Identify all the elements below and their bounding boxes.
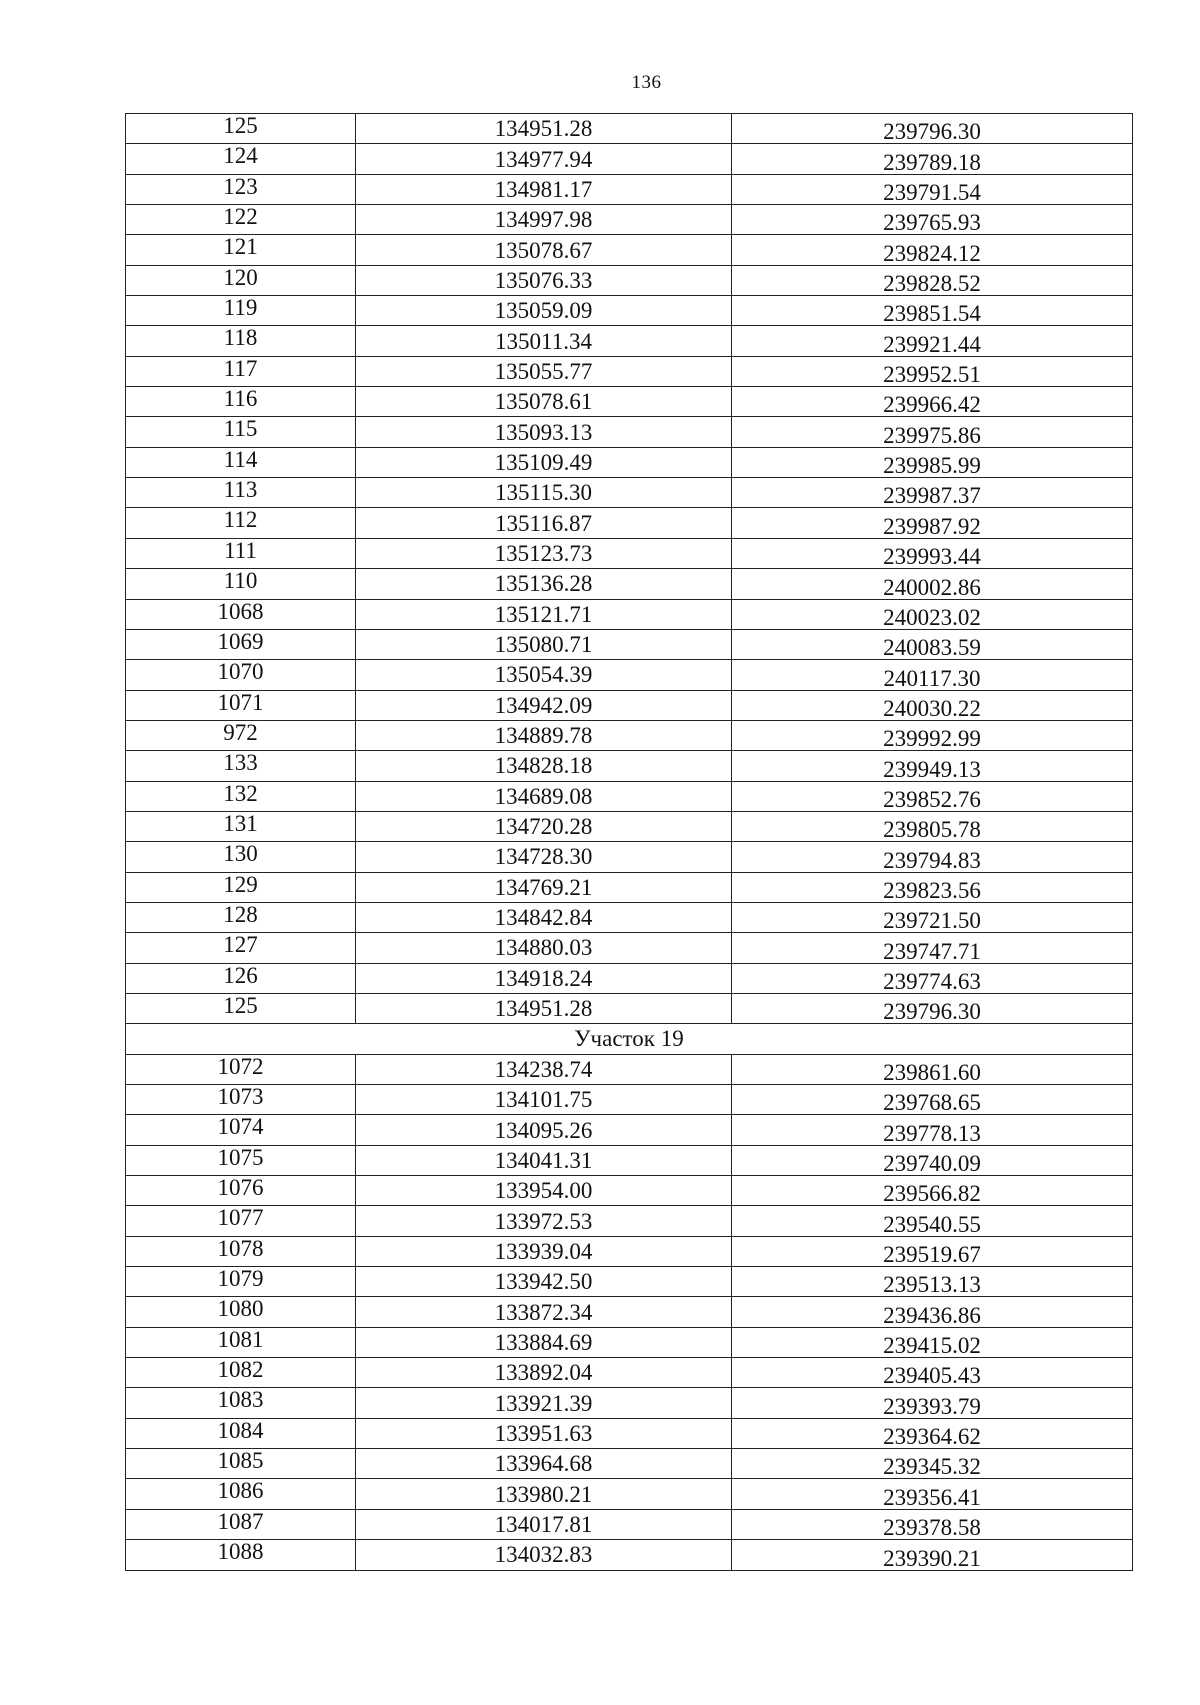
y-coordinate-cell: 239778.13 bbox=[732, 1115, 1133, 1145]
x-coordinate-cell: 134942.09 bbox=[356, 690, 732, 720]
x-coordinate-cell: 133884.69 bbox=[356, 1327, 732, 1357]
x-coordinate-cell: 133921.39 bbox=[356, 1388, 732, 1418]
point-number-cell: 118 bbox=[126, 326, 356, 356]
y-coordinate-cell: 240030.22 bbox=[732, 690, 1133, 720]
x-coordinate-cell: 134828.18 bbox=[356, 751, 732, 781]
point-number-cell: 125 bbox=[126, 114, 356, 144]
point-number-cell: 128 bbox=[126, 902, 356, 932]
y-coordinate-cell: 239415.02 bbox=[732, 1327, 1133, 1357]
table-row bbox=[126, 1236, 1133, 1266]
point-number-cell: 111 bbox=[126, 538, 356, 568]
point-number-cell: 120 bbox=[126, 265, 356, 295]
y-coordinate-cell: 239828.52 bbox=[732, 265, 1133, 295]
x-coordinate-cell: 135115.30 bbox=[356, 478, 732, 508]
table-row bbox=[126, 1206, 1133, 1236]
coordinates-table bbox=[125, 113, 1133, 1571]
y-coordinate-cell: 240117.30 bbox=[732, 660, 1133, 690]
point-number-cell: 1071 bbox=[126, 690, 356, 720]
x-coordinate-cell: 133972.53 bbox=[356, 1206, 732, 1236]
point-number-cell: 116 bbox=[126, 387, 356, 417]
x-coordinate-cell: 134017.81 bbox=[356, 1509, 732, 1539]
table-row bbox=[126, 538, 1133, 568]
x-coordinate-cell: 134238.74 bbox=[356, 1054, 732, 1084]
x-coordinate-cell: 134951.28 bbox=[356, 114, 732, 144]
x-coordinate-cell: 135136.28 bbox=[356, 569, 732, 599]
point-number-cell: 115 bbox=[126, 417, 356, 447]
table-row bbox=[126, 842, 1133, 872]
table-row bbox=[126, 144, 1133, 174]
point-number-cell: 1080 bbox=[126, 1297, 356, 1327]
point-number-cell: 129 bbox=[126, 872, 356, 902]
y-coordinate-cell: 239356.41 bbox=[732, 1479, 1133, 1509]
point-number-cell: 1075 bbox=[126, 1145, 356, 1175]
x-coordinate-cell: 134032.83 bbox=[356, 1540, 732, 1570]
table-row bbox=[126, 174, 1133, 204]
y-coordinate-cell: 239921.44 bbox=[732, 326, 1133, 356]
point-number-cell: 1068 bbox=[126, 599, 356, 629]
point-number-cell: 126 bbox=[126, 963, 356, 993]
table-row bbox=[126, 720, 1133, 750]
y-coordinate-cell: 239823.56 bbox=[732, 872, 1133, 902]
table-row bbox=[126, 1297, 1133, 1327]
x-coordinate-cell: 135123.73 bbox=[356, 538, 732, 568]
table-row bbox=[126, 1540, 1133, 1570]
y-coordinate-cell: 239861.60 bbox=[732, 1054, 1133, 1084]
y-coordinate-cell: 239952.51 bbox=[732, 356, 1133, 386]
coordinates-table-body bbox=[126, 114, 1133, 1571]
x-coordinate-cell: 135093.13 bbox=[356, 417, 732, 447]
y-coordinate-cell: 239985.99 bbox=[732, 447, 1133, 477]
y-coordinate-cell: 239852.76 bbox=[732, 781, 1133, 811]
point-number-cell: 122 bbox=[126, 205, 356, 235]
y-coordinate-cell: 239824.12 bbox=[732, 235, 1133, 265]
y-coordinate-cell: 239540.55 bbox=[732, 1206, 1133, 1236]
point-number-cell: 131 bbox=[126, 811, 356, 841]
x-coordinate-cell: 135055.77 bbox=[356, 356, 732, 386]
y-coordinate-cell: 239378.58 bbox=[732, 1509, 1133, 1539]
table-row bbox=[126, 508, 1133, 538]
point-number-cell: 123 bbox=[126, 174, 356, 204]
x-coordinate-cell: 134951.28 bbox=[356, 993, 732, 1023]
y-coordinate-cell: 239765.93 bbox=[732, 205, 1133, 235]
x-coordinate-cell: 134918.24 bbox=[356, 963, 732, 993]
y-coordinate-cell: 239436.86 bbox=[732, 1297, 1133, 1327]
x-coordinate-cell: 135059.09 bbox=[356, 296, 732, 326]
y-coordinate-cell: 239791.54 bbox=[732, 174, 1133, 204]
x-coordinate-cell: 133892.04 bbox=[356, 1358, 732, 1388]
table-row bbox=[126, 1449, 1133, 1479]
table-row bbox=[126, 872, 1133, 902]
table-row bbox=[126, 1479, 1133, 1509]
x-coordinate-cell: 134689.08 bbox=[356, 781, 732, 811]
point-number-cell: 119 bbox=[126, 296, 356, 326]
y-coordinate-cell: 239747.71 bbox=[732, 933, 1133, 963]
point-number-cell: 112 bbox=[126, 508, 356, 538]
table-row bbox=[126, 1145, 1133, 1175]
point-number-cell: 117 bbox=[126, 356, 356, 386]
table-row bbox=[126, 660, 1133, 690]
table-row bbox=[126, 1115, 1133, 1145]
x-coordinate-cell: 133942.50 bbox=[356, 1267, 732, 1297]
table-row bbox=[126, 993, 1133, 1023]
table-row bbox=[126, 1054, 1133, 1084]
point-number-cell: 1077 bbox=[126, 1206, 356, 1236]
x-coordinate-cell: 135116.87 bbox=[356, 508, 732, 538]
point-number-cell: 110 bbox=[126, 569, 356, 599]
table-row bbox=[126, 326, 1133, 356]
table-row bbox=[126, 1327, 1133, 1357]
section-row bbox=[126, 1024, 1133, 1054]
x-coordinate-cell: 134889.78 bbox=[356, 720, 732, 750]
x-coordinate-cell: 134095.26 bbox=[356, 1115, 732, 1145]
point-number-cell: 1087 bbox=[126, 1509, 356, 1539]
table-row bbox=[126, 751, 1133, 781]
x-coordinate-cell: 134720.28 bbox=[356, 811, 732, 841]
table-row bbox=[126, 356, 1133, 386]
y-coordinate-cell: 239987.92 bbox=[732, 508, 1133, 538]
point-number-cell: 1085 bbox=[126, 1449, 356, 1479]
point-number-cell: 124 bbox=[126, 144, 356, 174]
x-coordinate-cell: 133964.68 bbox=[356, 1449, 732, 1479]
point-number-cell: 1079 bbox=[126, 1267, 356, 1297]
point-number-cell: 114 bbox=[126, 447, 356, 477]
y-coordinate-cell: 239390.21 bbox=[732, 1540, 1133, 1570]
x-coordinate-cell: 133951.63 bbox=[356, 1418, 732, 1448]
y-coordinate-cell: 239992.99 bbox=[732, 720, 1133, 750]
table-row bbox=[126, 1085, 1133, 1115]
y-coordinate-cell: 239966.42 bbox=[732, 387, 1133, 417]
point-number-cell: 133 bbox=[126, 751, 356, 781]
point-number-cell: 1086 bbox=[126, 1479, 356, 1509]
x-coordinate-cell: 134981.17 bbox=[356, 174, 732, 204]
x-coordinate-cell: 134997.98 bbox=[356, 205, 732, 235]
y-coordinate-cell: 240023.02 bbox=[732, 599, 1133, 629]
table-row bbox=[126, 1267, 1133, 1297]
y-coordinate-cell: 239796.30 bbox=[732, 114, 1133, 144]
point-number-cell: 121 bbox=[126, 235, 356, 265]
table-row bbox=[126, 1358, 1133, 1388]
x-coordinate-cell: 134041.31 bbox=[356, 1145, 732, 1175]
point-number-cell: 125 bbox=[126, 993, 356, 1023]
table-row bbox=[126, 417, 1133, 447]
y-coordinate-cell: 239975.86 bbox=[732, 417, 1133, 447]
y-coordinate-cell: 240083.59 bbox=[732, 629, 1133, 659]
table-row bbox=[126, 114, 1133, 144]
table-row bbox=[126, 933, 1133, 963]
y-coordinate-cell: 239345.32 bbox=[732, 1449, 1133, 1479]
y-coordinate-cell: 239768.65 bbox=[732, 1085, 1133, 1115]
x-coordinate-cell: 135076.33 bbox=[356, 265, 732, 295]
x-coordinate-cell: 134842.84 bbox=[356, 902, 732, 932]
table-row bbox=[126, 1388, 1133, 1418]
table-row bbox=[126, 235, 1133, 265]
table-row bbox=[126, 478, 1133, 508]
y-coordinate-cell: 239364.62 bbox=[732, 1418, 1133, 1448]
point-number-cell: 1084 bbox=[126, 1418, 356, 1448]
point-number-cell: 1081 bbox=[126, 1327, 356, 1357]
table-row bbox=[126, 205, 1133, 235]
point-number-cell: 972 bbox=[126, 720, 356, 750]
x-coordinate-cell: 134101.75 bbox=[356, 1085, 732, 1115]
table-row bbox=[126, 963, 1133, 993]
table-row bbox=[126, 265, 1133, 295]
point-number-cell: 113 bbox=[126, 478, 356, 508]
x-coordinate-cell: 135011.34 bbox=[356, 326, 732, 356]
x-coordinate-cell: 135078.67 bbox=[356, 235, 732, 265]
point-number-cell: 130 bbox=[126, 842, 356, 872]
y-coordinate-cell: 239405.43 bbox=[732, 1358, 1133, 1388]
point-number-cell: 1070 bbox=[126, 660, 356, 690]
y-coordinate-cell: 239393.79 bbox=[732, 1388, 1133, 1418]
table-row bbox=[126, 811, 1133, 841]
y-coordinate-cell: 240002.86 bbox=[732, 569, 1133, 599]
x-coordinate-cell: 134880.03 bbox=[356, 933, 732, 963]
x-coordinate-cell: 133939.04 bbox=[356, 1236, 732, 1266]
x-coordinate-cell: 134977.94 bbox=[356, 144, 732, 174]
x-coordinate-cell: 135121.71 bbox=[356, 599, 732, 629]
table-row bbox=[126, 1509, 1133, 1539]
y-coordinate-cell: 239851.54 bbox=[732, 296, 1133, 326]
table-row bbox=[126, 629, 1133, 659]
y-coordinate-cell: 239789.18 bbox=[732, 144, 1133, 174]
table-row bbox=[126, 781, 1133, 811]
y-coordinate-cell: 239774.63 bbox=[732, 963, 1133, 993]
point-number-cell: 1076 bbox=[126, 1176, 356, 1206]
x-coordinate-cell: 135109.49 bbox=[356, 447, 732, 477]
y-coordinate-cell: 239805.78 bbox=[732, 811, 1133, 841]
y-coordinate-cell: 239987.37 bbox=[732, 478, 1133, 508]
y-coordinate-cell: 239949.13 bbox=[732, 751, 1133, 781]
y-coordinate-cell: 239794.83 bbox=[732, 842, 1133, 872]
y-coordinate-cell: 239519.67 bbox=[732, 1236, 1133, 1266]
point-number-cell: 1072 bbox=[126, 1054, 356, 1084]
y-coordinate-cell: 239566.82 bbox=[732, 1176, 1133, 1206]
table-row bbox=[126, 447, 1133, 477]
x-coordinate-cell: 135078.61 bbox=[356, 387, 732, 417]
table-row bbox=[126, 599, 1133, 629]
x-coordinate-cell: 133980.21 bbox=[356, 1479, 732, 1509]
section-label: Участок 19 bbox=[126, 1024, 1133, 1054]
point-number-cell: 1083 bbox=[126, 1388, 356, 1418]
x-coordinate-cell: 135054.39 bbox=[356, 660, 732, 690]
x-coordinate-cell: 134769.21 bbox=[356, 872, 732, 902]
table-row bbox=[126, 1176, 1133, 1206]
y-coordinate-cell: 239721.50 bbox=[732, 902, 1133, 932]
point-number-cell: 132 bbox=[126, 781, 356, 811]
table-row bbox=[126, 569, 1133, 599]
point-number-cell: 1082 bbox=[126, 1358, 356, 1388]
x-coordinate-cell: 133954.00 bbox=[356, 1176, 732, 1206]
point-number-cell: 1073 bbox=[126, 1085, 356, 1115]
page-number: 136 bbox=[631, 72, 662, 93]
x-coordinate-cell: 135080.71 bbox=[356, 629, 732, 659]
table-row bbox=[126, 902, 1133, 932]
x-coordinate-cell: 134728.30 bbox=[356, 842, 732, 872]
point-number-cell: 1069 bbox=[126, 629, 356, 659]
x-coordinate-cell: 133872.34 bbox=[356, 1297, 732, 1327]
table-row bbox=[126, 690, 1133, 720]
table-row bbox=[126, 387, 1133, 417]
y-coordinate-cell: 239513.13 bbox=[732, 1267, 1133, 1297]
point-number-cell: 1088 bbox=[126, 1540, 356, 1570]
point-number-cell: 1078 bbox=[126, 1236, 356, 1266]
point-number-cell: 1074 bbox=[126, 1115, 356, 1145]
table-row bbox=[126, 1418, 1133, 1448]
y-coordinate-cell: 239796.30 bbox=[732, 993, 1133, 1023]
table-row bbox=[126, 296, 1133, 326]
y-coordinate-cell: 239740.09 bbox=[732, 1145, 1133, 1175]
y-coordinate-cell: 239993.44 bbox=[732, 538, 1133, 568]
point-number-cell: 127 bbox=[126, 933, 356, 963]
